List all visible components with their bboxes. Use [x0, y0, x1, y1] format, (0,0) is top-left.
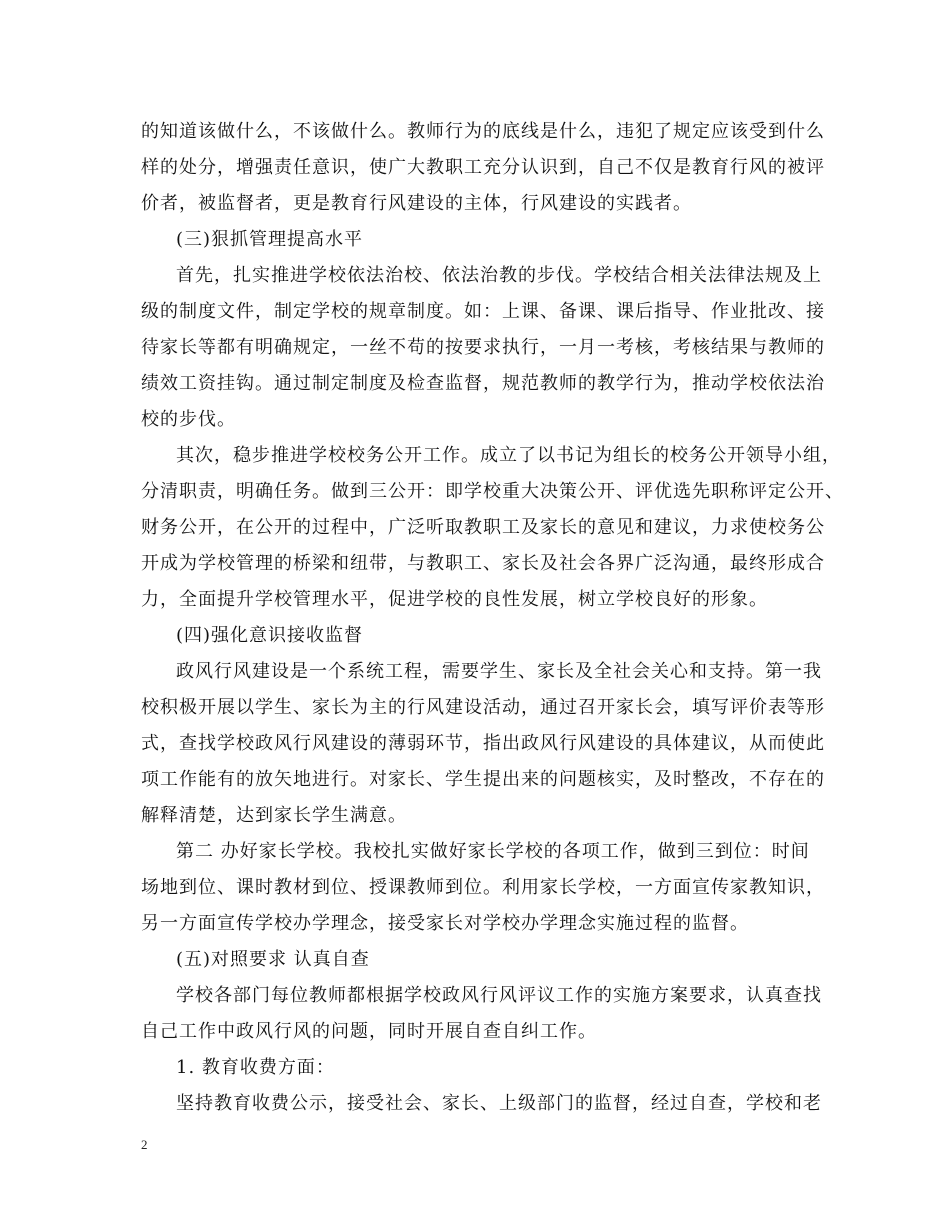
section-heading: (五)对照要求 认真自查: [176, 949, 370, 970]
text-line: 分清职责，明确任务。做到三公开：即学校重大决策公开、评优选先职称评定公开、: [141, 481, 844, 502]
text-line: 学校各部门每位教师都根据学校政风行风评议工作的实施方案要求，认真查找: [176, 985, 822, 1006]
text-line: 政风行风建设是一个系统工程，需要学生、家长及全社会关心和支持。第一我: [176, 661, 822, 682]
section-heading: (四)强化意识接收监督: [176, 625, 364, 646]
text-line: 力，全面提升学校管理水平，促进学校的良性发展，树立学校良好的形象。: [141, 589, 768, 610]
text-line: 样的处分，增强责任意识，使广大教职工充分认识到，自己不仅是教育行风的被评: [141, 157, 825, 178]
section-heading: 1. 教育收费方面：: [176, 1057, 335, 1078]
text-line: 开成为学校管理的桥梁和纽带，与教职工、家长及社会各界广泛沟通，最终形成合: [141, 553, 825, 574]
text-line: 其次，稳步推进学校校务公开工作。成立了以书记为组长的校务公开领导小组，: [176, 445, 841, 466]
text-line: 级的制度文件，制定学校的规章制度。如：上课、备课、课后指导、作业批改、接: [141, 301, 825, 322]
text-line: 财务公开，在公开的过程中，广泛听取教职工及家长的意见和建议，力求使校务公: [141, 517, 825, 538]
text-line: 的知道该做什么，不该做什么。教师行为的底线是什么，违犯了规定应该受到什么: [141, 121, 825, 142]
text-line: 待家长等都有明确规定，一丝不苟的按要求执行，一月一考核，考核结果与教师的: [141, 337, 825, 358]
text-line: 坚持教育收费公示，接受社会、家长、上级部门的监督，经过自查，学校和老: [176, 1093, 822, 1114]
text-line: 另一方面宣传学校办学理念，接受家长对学校办学理念实施过程的监督。: [141, 913, 749, 934]
text-line: 校的步伐。: [141, 409, 236, 430]
text-line: 项工作能有的放矢地进行。对家长、学生提出来的问题核实，及时整改，不存在的: [141, 769, 825, 790]
text-line: 自己工作中政风行风的问题，同时开展自查自纠工作。: [141, 1021, 597, 1042]
text-line: 校积极开展以学生、家长为主的行风建设活动，通过召开家长会，填写评价表等形: [141, 697, 825, 718]
text-line: 首先，扎实推进学校依法治校、依法治教的步伐。学校结合相关法律法规及上: [176, 265, 822, 286]
text-line: 场地到位、课时教材到位、授课教师到位。利用家长学校，一方面宣传家教知识，: [141, 877, 825, 898]
text-line: 绩效工资挂钩。通过制定制度及检查监督，规范教师的教学行为，推动学校依法治: [141, 373, 825, 394]
page-number: 2: [141, 1137, 148, 1152]
section-heading: (三)狠抓管理提高水平: [176, 229, 364, 250]
text-line: 第二 办好家长学校。我校扎实做好家长学校的各项工作，做到三到位：时间: [176, 841, 810, 862]
text-line: 价者，被监督者，更是教育行风建设的主体，行风建设的实践者。: [141, 193, 692, 214]
text-line: 式，查找学校政风行风建设的薄弱环节，指出政风行风建设的具体建议，从而使此: [141, 733, 825, 754]
text-line: 解释清楚，达到家长学生满意。: [141, 805, 407, 826]
